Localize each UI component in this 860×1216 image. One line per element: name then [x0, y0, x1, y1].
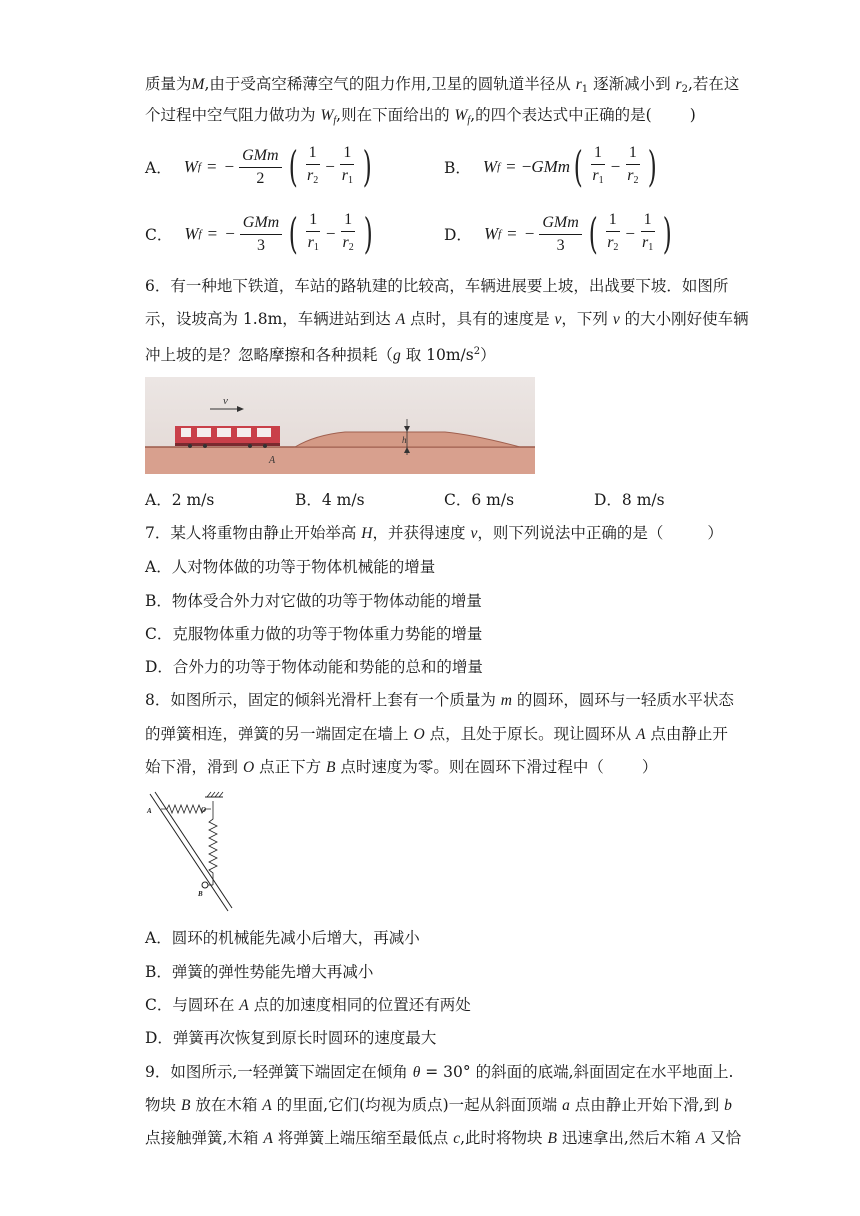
- q8-option-c[interactable]: C．与圆环在 A 点的加速度相同的位置还有两处: [145, 996, 471, 1014]
- q8-line-2: 的弹簧相连，弹簧的另一端固定在墙上 O 点，且处于原长。现让圆环从 A 点由静止开: [145, 725, 728, 743]
- point-b-label: B: [198, 890, 203, 898]
- q6-line-2: 示，设坡高为 1.8m，车辆进站到达 A 点时，具有的速度是 v，下列 v 的大小刚好使车辆: [145, 310, 749, 328]
- q6-option-c[interactable]: C．6 m/s: [444, 491, 515, 509]
- q7-option-d[interactable]: D．合外力的功等于物体动能和势能的总和的增量: [145, 658, 483, 676]
- q6-option-b[interactable]: B．4 m/s: [295, 491, 365, 509]
- train-icon: [175, 421, 280, 448]
- wall-icon: [205, 792, 223, 797]
- q7-stem: 7．某人将重物由静止开始举高 H，并获得速度 v，则下列说法中正确的是（ ）: [145, 524, 723, 542]
- q8-line-1: 8．如图所示，固定的倾斜光滑杆上套有一个质量为 m 的圆环，圆环与一轻质水平状态: [145, 691, 734, 709]
- q8-option-b[interactable]: B．弹簧的弹性势能先增大再减小: [145, 963, 374, 981]
- q6-line-1: 6．有一种地下铁道，车站的路轨建的比较高，车辆进展要上坡，出战要下坡．如图所: [145, 277, 729, 295]
- q7-option-a[interactable]: A．人对物体做的功等于物体机械能的增量: [145, 558, 436, 576]
- q8-line-3: 始下滑，滑到 O 点正下方 B 点时速度为零。则在圆环下滑过程中（ ）: [145, 758, 658, 776]
- velocity-label: v: [223, 395, 228, 407]
- point-a-label: A: [147, 807, 152, 815]
- option-label: A．: [145, 159, 172, 177]
- q7-option-c[interactable]: C．克服物体重力做的功等于物体重力势能的增量: [145, 625, 483, 643]
- q6-option-a[interactable]: A．2 m/s: [145, 491, 215, 509]
- point-o-label: O: [201, 806, 207, 814]
- q5-option-d[interactable]: D． W f = − $\frac{\text{GMm}}{3}$ ( $\frac{1}{r_2}$ − $\frac{1}{r_1}$ ): [444, 209, 672, 258]
- q6-line-3: 冲上坡的是？忽略摩擦和各种损耗（g 取 $10m/s^2$）: [145, 346, 496, 364]
- q5-option-c[interactable]: C． W f = − $\frac{\text{GMm}}{3}$ ( $\frac{1}{r_1}$ − $\frac{1}{r_2}$ ): [145, 209, 373, 258]
- q9-line-2: 物块 B 放在木箱 A 的里面,它们(均视为质点)一起从斜面顶端 a 点由静止开始下滑,到 b: [145, 1096, 732, 1114]
- q9-line-3: 点接触弹簧,木箱 A 将弹簧上端压缩至最低点 c,此时将物块 B 迅速拿出,然后木箱 A 又恰: [145, 1129, 742, 1147]
- q5-line-1: 质量为M,由于受高空稀薄空气的阻力作用,卫星的圆轨道半径从 $r_1$ 逐渐减小到 $r_2$,若在这: [145, 75, 740, 95]
- point-a-label: A: [269, 455, 276, 466]
- q5-option-a[interactable]: A． W f = − $\frac{\text{GMm}}{2}$ ( $\frac{1}{r_2}$ − $\frac{1}{r_1}$ ): [145, 142, 372, 191]
- q5-line-2: 个过程中空气阻力做功为 $W_f$,则在下面给出的 $W_f$,的四个表达式中正确的是( ): [145, 106, 696, 126]
- q6-option-d[interactable]: D．8 m/s: [594, 491, 665, 509]
- option-label: D．: [444, 226, 472, 244]
- q8-option-d[interactable]: D．弹簧再次恢复到原长时圆环的速度最大: [145, 1029, 437, 1047]
- q8-option-a[interactable]: A．圆环的机械能先减小后增大，再减小: [145, 929, 420, 947]
- vertical-spring-icon: [209, 801, 217, 885]
- option-label: B．: [444, 159, 471, 177]
- height-label: h: [402, 435, 407, 445]
- q9-line-1: 9．如图所示,一轻弹簧下端固定在倾角 θ = 30° 的斜面的底端,斜面固定在水平地面上.: [145, 1063, 734, 1081]
- ring-icon: [202, 882, 208, 888]
- spring-rod-figure: [145, 791, 235, 913]
- option-label: C．: [145, 226, 173, 244]
- subway-slope-figure: [145, 377, 535, 474]
- q7-option-b[interactable]: B．物体受合外力对它做的功等于物体动能的增量: [145, 592, 482, 610]
- q5-option-b[interactable]: B． W f = − GMm ( $\frac{1}{r_1}$ − $\frac{1}{r_2}$ ): [444, 142, 658, 191]
